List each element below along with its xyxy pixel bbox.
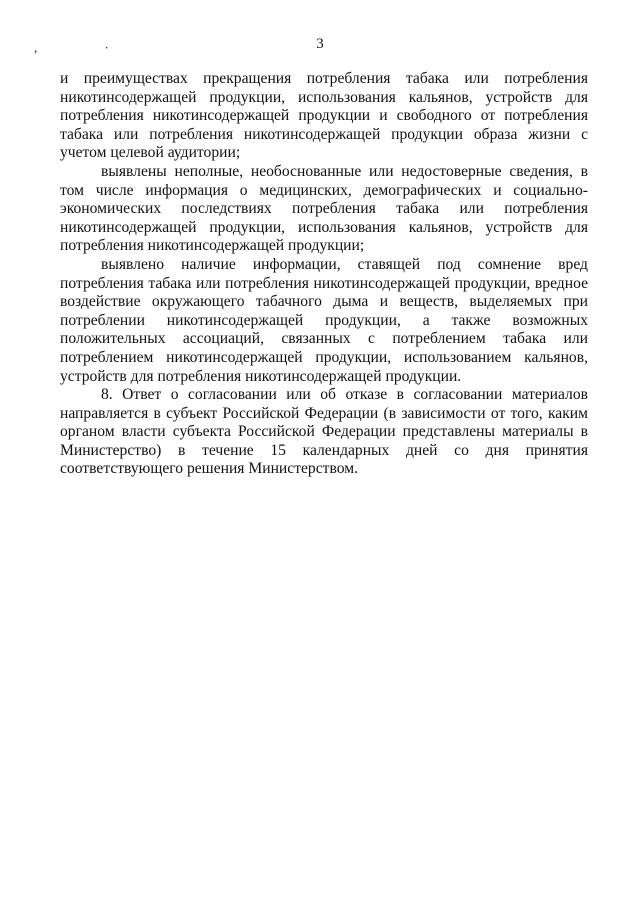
paragraph-incomplete-info: выявлены неполные, необоснованные или недостоверные сведения, в том числе информация о медицинских, демографических и социально-экономических последствиях потребления табака или потребления никотинсодержащей продукции, использования кальянов, устройств для потребления никотинсодержащей продукции; (60, 162, 588, 255)
scan-marks: , · (34, 40, 141, 55)
paragraph-harm-doubt: выявлено наличие информации, ставящей под сомнение вред потребления табака или потребления никотинсодержащей продукции, вредное воздействие окружающего табачного дыма и веществ, выделяемых при потреблении никотинсодержащей продукции, а также возможных положительных ассоциаций, связанных с потреблением табака или потреблением никотинсодержащей продукции, использованием кальянов, устройств для потребления никотинсодержащей продукции. (60, 255, 588, 385)
paragraph-continuation: и преимуществах прекращения потребления табака или потребления никотинсодержащей продукции, использования кальянов, устройств для потребления никотинсодержащей продукции и свободного от потребления табака или потребления никотинсодержащей продукции образа жизни с учетом целевой аудитории; (60, 70, 588, 162)
paragraph-item-8: 8. Ответ о согласовании или об отказе в согласовании материалов направляется в субъект Российской Федерации (в зависимости от того, каким органом власти субъекта Российской Федерации представлены материалы в Министерство) в течение 15 календарных дней со дня принятия соответствующего решения Министерством. (60, 386, 588, 478)
document-body (60, 70, 588, 479)
page-number: 3 (316, 36, 324, 52)
